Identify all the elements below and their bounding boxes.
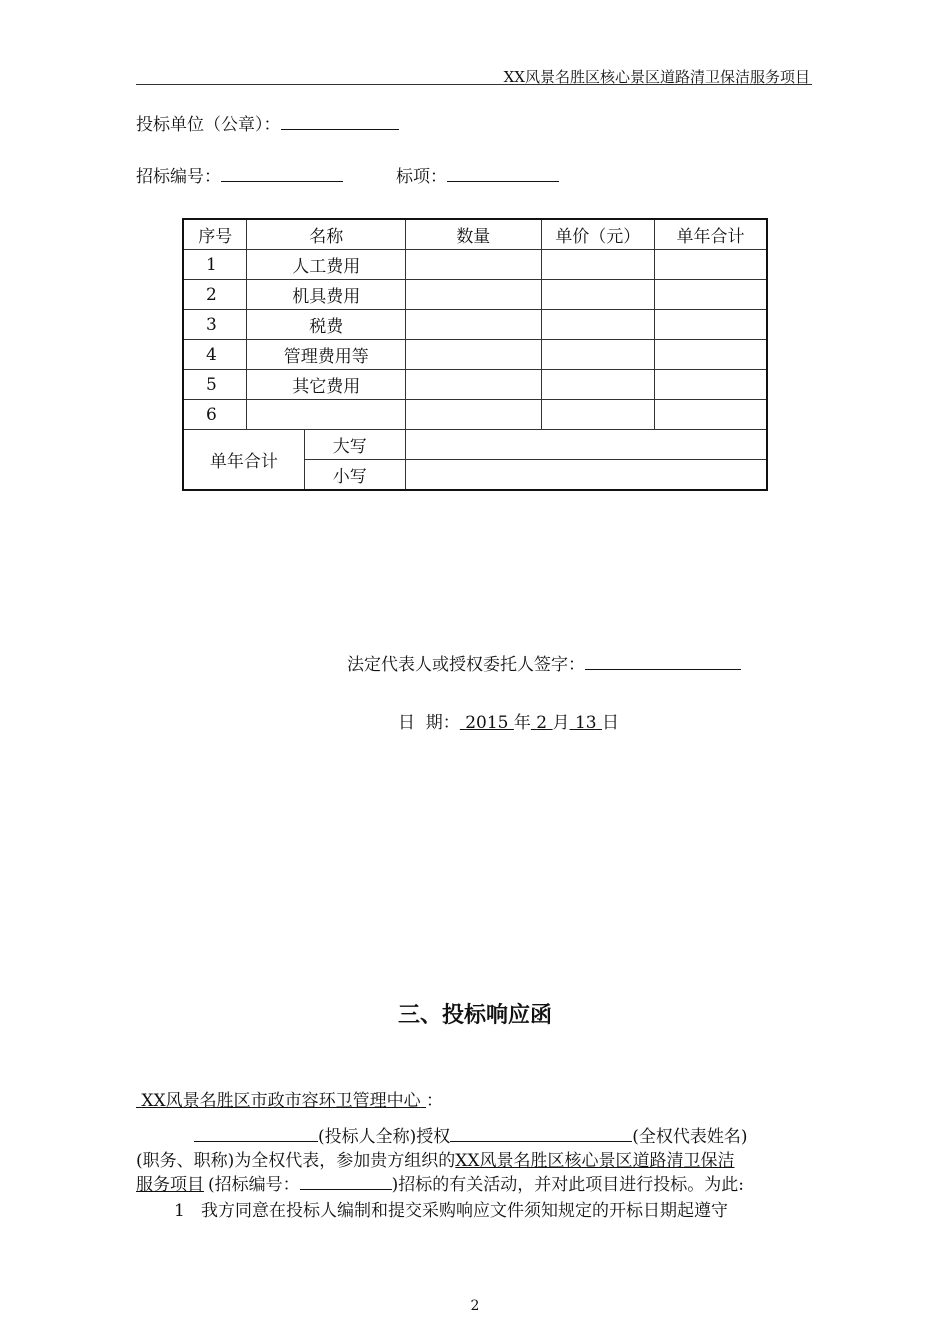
row-name: 其它费用 — [247, 370, 406, 400]
annual-total-cell[interactable] — [655, 280, 767, 310]
year-unit: 年 — [513, 713, 531, 733]
annual-total-cell[interactable] — [655, 400, 767, 430]
paragraph-line-2 — [136, 1146, 734, 1171]
unit-price-cell[interactable] — [541, 250, 654, 280]
row-number: 2 — [183, 280, 247, 310]
upper-case-amount[interactable] — [406, 430, 767, 460]
header-cell: 单年合计 — [655, 219, 767, 250]
total-label: 单年合计 — [183, 430, 304, 491]
tender-line — [136, 162, 343, 187]
unit-price-cell[interactable] — [541, 370, 654, 400]
total-upper-row — [183, 430, 767, 460]
lot-line — [396, 162, 559, 187]
row-name: 税费 — [247, 310, 406, 340]
quantity-cell[interactable] — [406, 250, 542, 280]
header-cell: 序号 — [183, 219, 247, 250]
table-row — [183, 280, 767, 310]
table-header-row — [183, 219, 767, 250]
page-number: 2 — [470, 1298, 480, 1314]
row-name: 人工费用 — [247, 250, 406, 280]
paragraph-text: (职务、职称)为全权代表，参加贵方组织的 — [136, 1151, 456, 1171]
unit-price-cell[interactable] — [541, 400, 654, 430]
paragraph-line-1 — [194, 1122, 748, 1147]
quantity-cell[interactable] — [406, 280, 542, 310]
header-cell: 单价（元） — [541, 219, 654, 250]
paragraph-line-4: 1 我方同意在投标人编制和提交采购响应文件须知规定的开标日期起遵守 — [174, 1201, 729, 1221]
representative-name-blank[interactable] — [450, 1125, 632, 1142]
table-row — [183, 310, 767, 340]
project-name: XX风景名胜区核心景区道路清卫保洁 — [455, 1151, 735, 1171]
unit-price-cell[interactable] — [541, 280, 654, 310]
table-row — [183, 370, 767, 400]
header-cell: 数量 — [406, 219, 542, 250]
annual-total-cell[interactable] — [655, 340, 767, 370]
bidder-name-blank[interactable] — [194, 1125, 318, 1142]
table-row — [183, 250, 767, 280]
day-unit: 日 — [601, 713, 619, 733]
date-year: 2015 — [465, 713, 509, 733]
header-rule — [136, 84, 812, 85]
header-cell: 名称 — [247, 219, 406, 250]
date-month: 2 — [536, 713, 548, 733]
bidder-line — [136, 110, 399, 135]
quantity-cell[interactable] — [406, 310, 542, 340]
addressee-line — [136, 1086, 443, 1111]
row-number: 5 — [183, 370, 247, 400]
annual-total-cell[interactable] — [655, 310, 767, 340]
tender-no-label: 招标编号： — [136, 167, 221, 187]
paragraph-text: (招标编号： — [208, 1175, 300, 1195]
row-number: 3 — [183, 310, 247, 340]
signature-blank[interactable] — [585, 653, 741, 670]
quantity-cell[interactable] — [406, 340, 542, 370]
unit-price-cell[interactable] — [541, 340, 654, 370]
annual-total-cell[interactable] — [655, 370, 767, 400]
unit-price-cell[interactable] — [541, 310, 654, 340]
paragraph-line-3 — [136, 1170, 744, 1195]
table-row — [183, 340, 767, 370]
quantity-cell[interactable] — [406, 370, 542, 400]
section-title: 三、投标响应函 — [397, 1003, 552, 1028]
price-table — [182, 218, 768, 491]
row-number: 6 — [183, 400, 247, 430]
date-line — [398, 708, 619, 733]
lower-case-amount[interactable] — [406, 460, 767, 491]
tender-no-blank[interactable] — [221, 165, 343, 182]
bidder-label: 投标单位（公章）： — [136, 115, 281, 135]
tender-number-blank[interactable] — [300, 1173, 392, 1190]
signature-line — [347, 650, 741, 675]
row-name: 机具费用 — [247, 280, 406, 310]
upper-case-label: 大写 — [304, 430, 405, 460]
row-name[interactable] — [247, 400, 406, 430]
annual-total-cell[interactable] — [655, 250, 767, 280]
running-header: XX风景名胜区核心景区道路清卫保洁服务项目 — [503, 68, 810, 86]
addressee-colon: ： — [426, 1091, 444, 1111]
table-row — [183, 400, 767, 430]
signature-label: 法定代表人或授权委托人签字： — [347, 655, 585, 675]
row-name: 管理费用等 — [247, 340, 406, 370]
date-label: 日 期： — [398, 713, 460, 733]
paragraph-text: (投标人全称)授权 — [318, 1127, 451, 1147]
month-unit: 月 — [552, 713, 570, 733]
row-number: 1 — [183, 250, 247, 280]
lower-case-label: 小写 — [304, 460, 405, 491]
paragraph-text: (全权代表姓名) — [632, 1127, 748, 1147]
lot-label: 标项： — [396, 167, 447, 187]
date-day: 13 — [574, 713, 597, 733]
project-name: 服务项目 — [136, 1175, 204, 1195]
paragraph-text: )招标的有关活动，并对此项目进行投标。为此: — [391, 1175, 744, 1195]
row-number: 4 — [183, 340, 247, 370]
bidder-blank[interactable] — [281, 113, 399, 130]
quantity-cell[interactable] — [406, 400, 542, 430]
addressee: XX风景名胜区市政市容环卫管理中心 — [141, 1091, 421, 1111]
lot-blank[interactable] — [447, 165, 559, 182]
